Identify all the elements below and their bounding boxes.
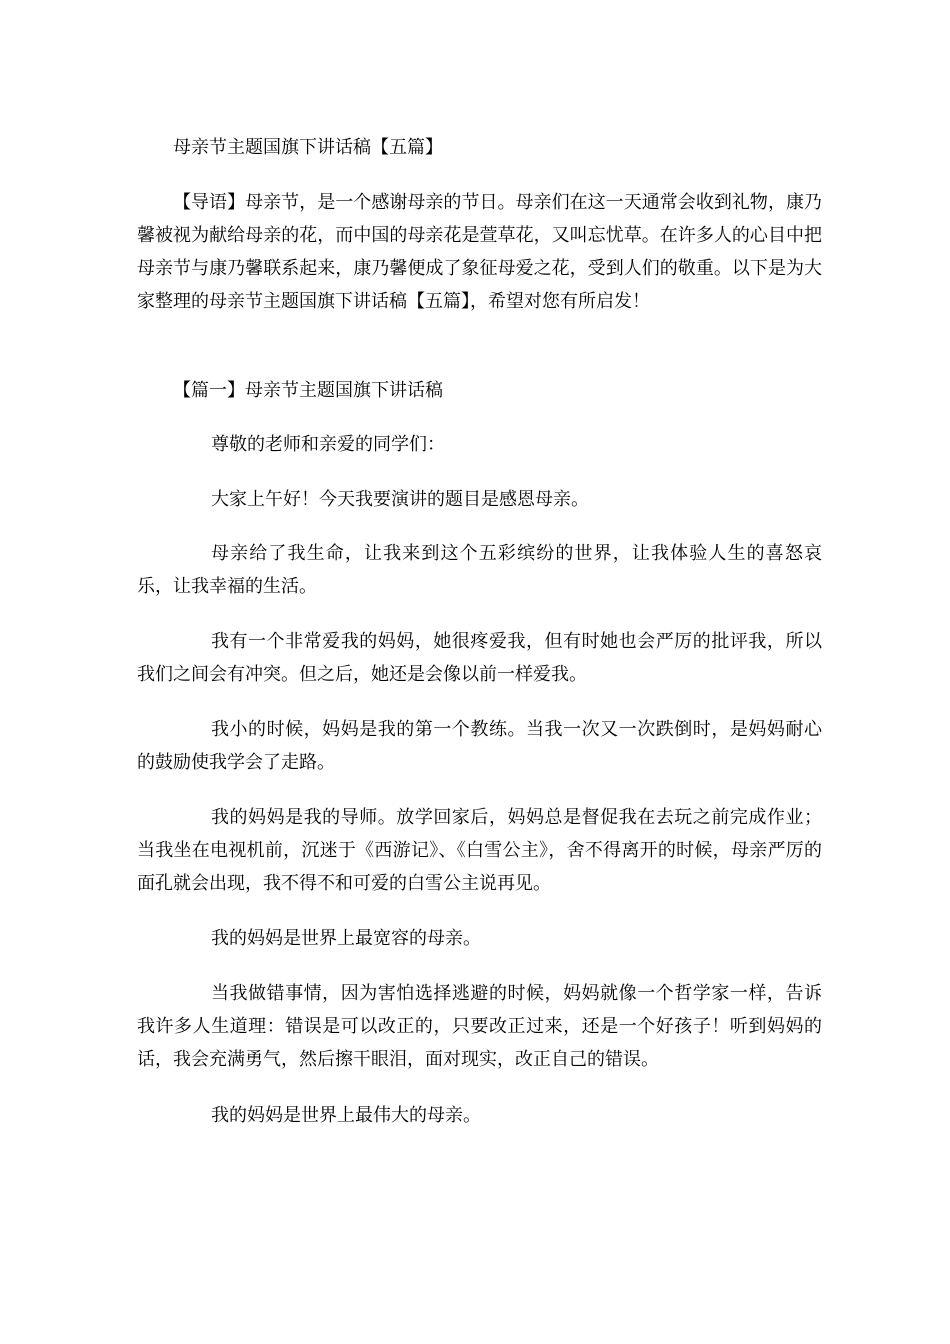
body-paragraph: 我的妈妈是我的导师。放学回家后，妈妈总是督促我在去玩之前完成作业；当我坐在电视机前，沉迷于《西游记》、《白雪公主》，舍不得离开的时候，母亲严厉的面孔就会出现，我不得不和可爱的白雪公主说再见。: [137, 807, 822, 894]
document-title: 母亲节主题国旗下讲话稿【五篇】: [173, 137, 443, 158]
body-paragraph: 我小的时候，妈妈是我的第一个教练。当我一次又一次跌倒时，是妈妈耐心的鼓励使我学会了走路。: [137, 719, 822, 773]
body-paragraph: 我的妈妈是世界上最宽容的母亲。: [211, 928, 481, 949]
section-heading: 【篇一】母亲节主题国旗下讲话稿: [173, 380, 443, 401]
body-paragraph: 母亲给了我生命，让我来到这个五彩缤纷的世界，让我体验人生的喜怒哀乐，让我幸福的生活。: [137, 543, 822, 597]
body-paragraph: 大家上午好！今天我要演讲的题目是感恩母亲。: [211, 489, 589, 510]
intro-paragraph: 【导语】母亲节，是一个感谢母亲的节日。母亲们在这一天通常会收到礼物，康乃馨被视为献给母亲的花，而中国的母亲花是萱草花，又叫忘忧草。在许多人的心目中把母亲节与康乃馨联系起来，康乃馨便成了象征母爱之花，受到人们的敬重。以下是为大家整理的母亲节主题国旗下讲话稿【五篇】，希望对您有所启发！: [137, 192, 822, 312]
body-paragraph: 我的妈妈是世界上最伟大的母亲。: [211, 1105, 481, 1126]
body-paragraph: 当我做错事情，因为害怕选择逃避的时候，妈妈就像一个哲学家一样，告诉我许多人生道理：错误是可以改正的，只要改正过来，还是一个好孩子！听到妈妈的话，我会充满勇气，然后擦干眼泪，面对现实，改正自己的错误。: [137, 983, 822, 1070]
body-paragraph: 尊敬的老师和亲爱的同学们：: [211, 434, 445, 455]
body-paragraph: 我有一个非常爱我的妈妈，她很疼爱我，但有时她也会严厉的批评我，所以我们之间会有冲突。但之后，她还是会像以前一样爱我。: [137, 631, 822, 685]
